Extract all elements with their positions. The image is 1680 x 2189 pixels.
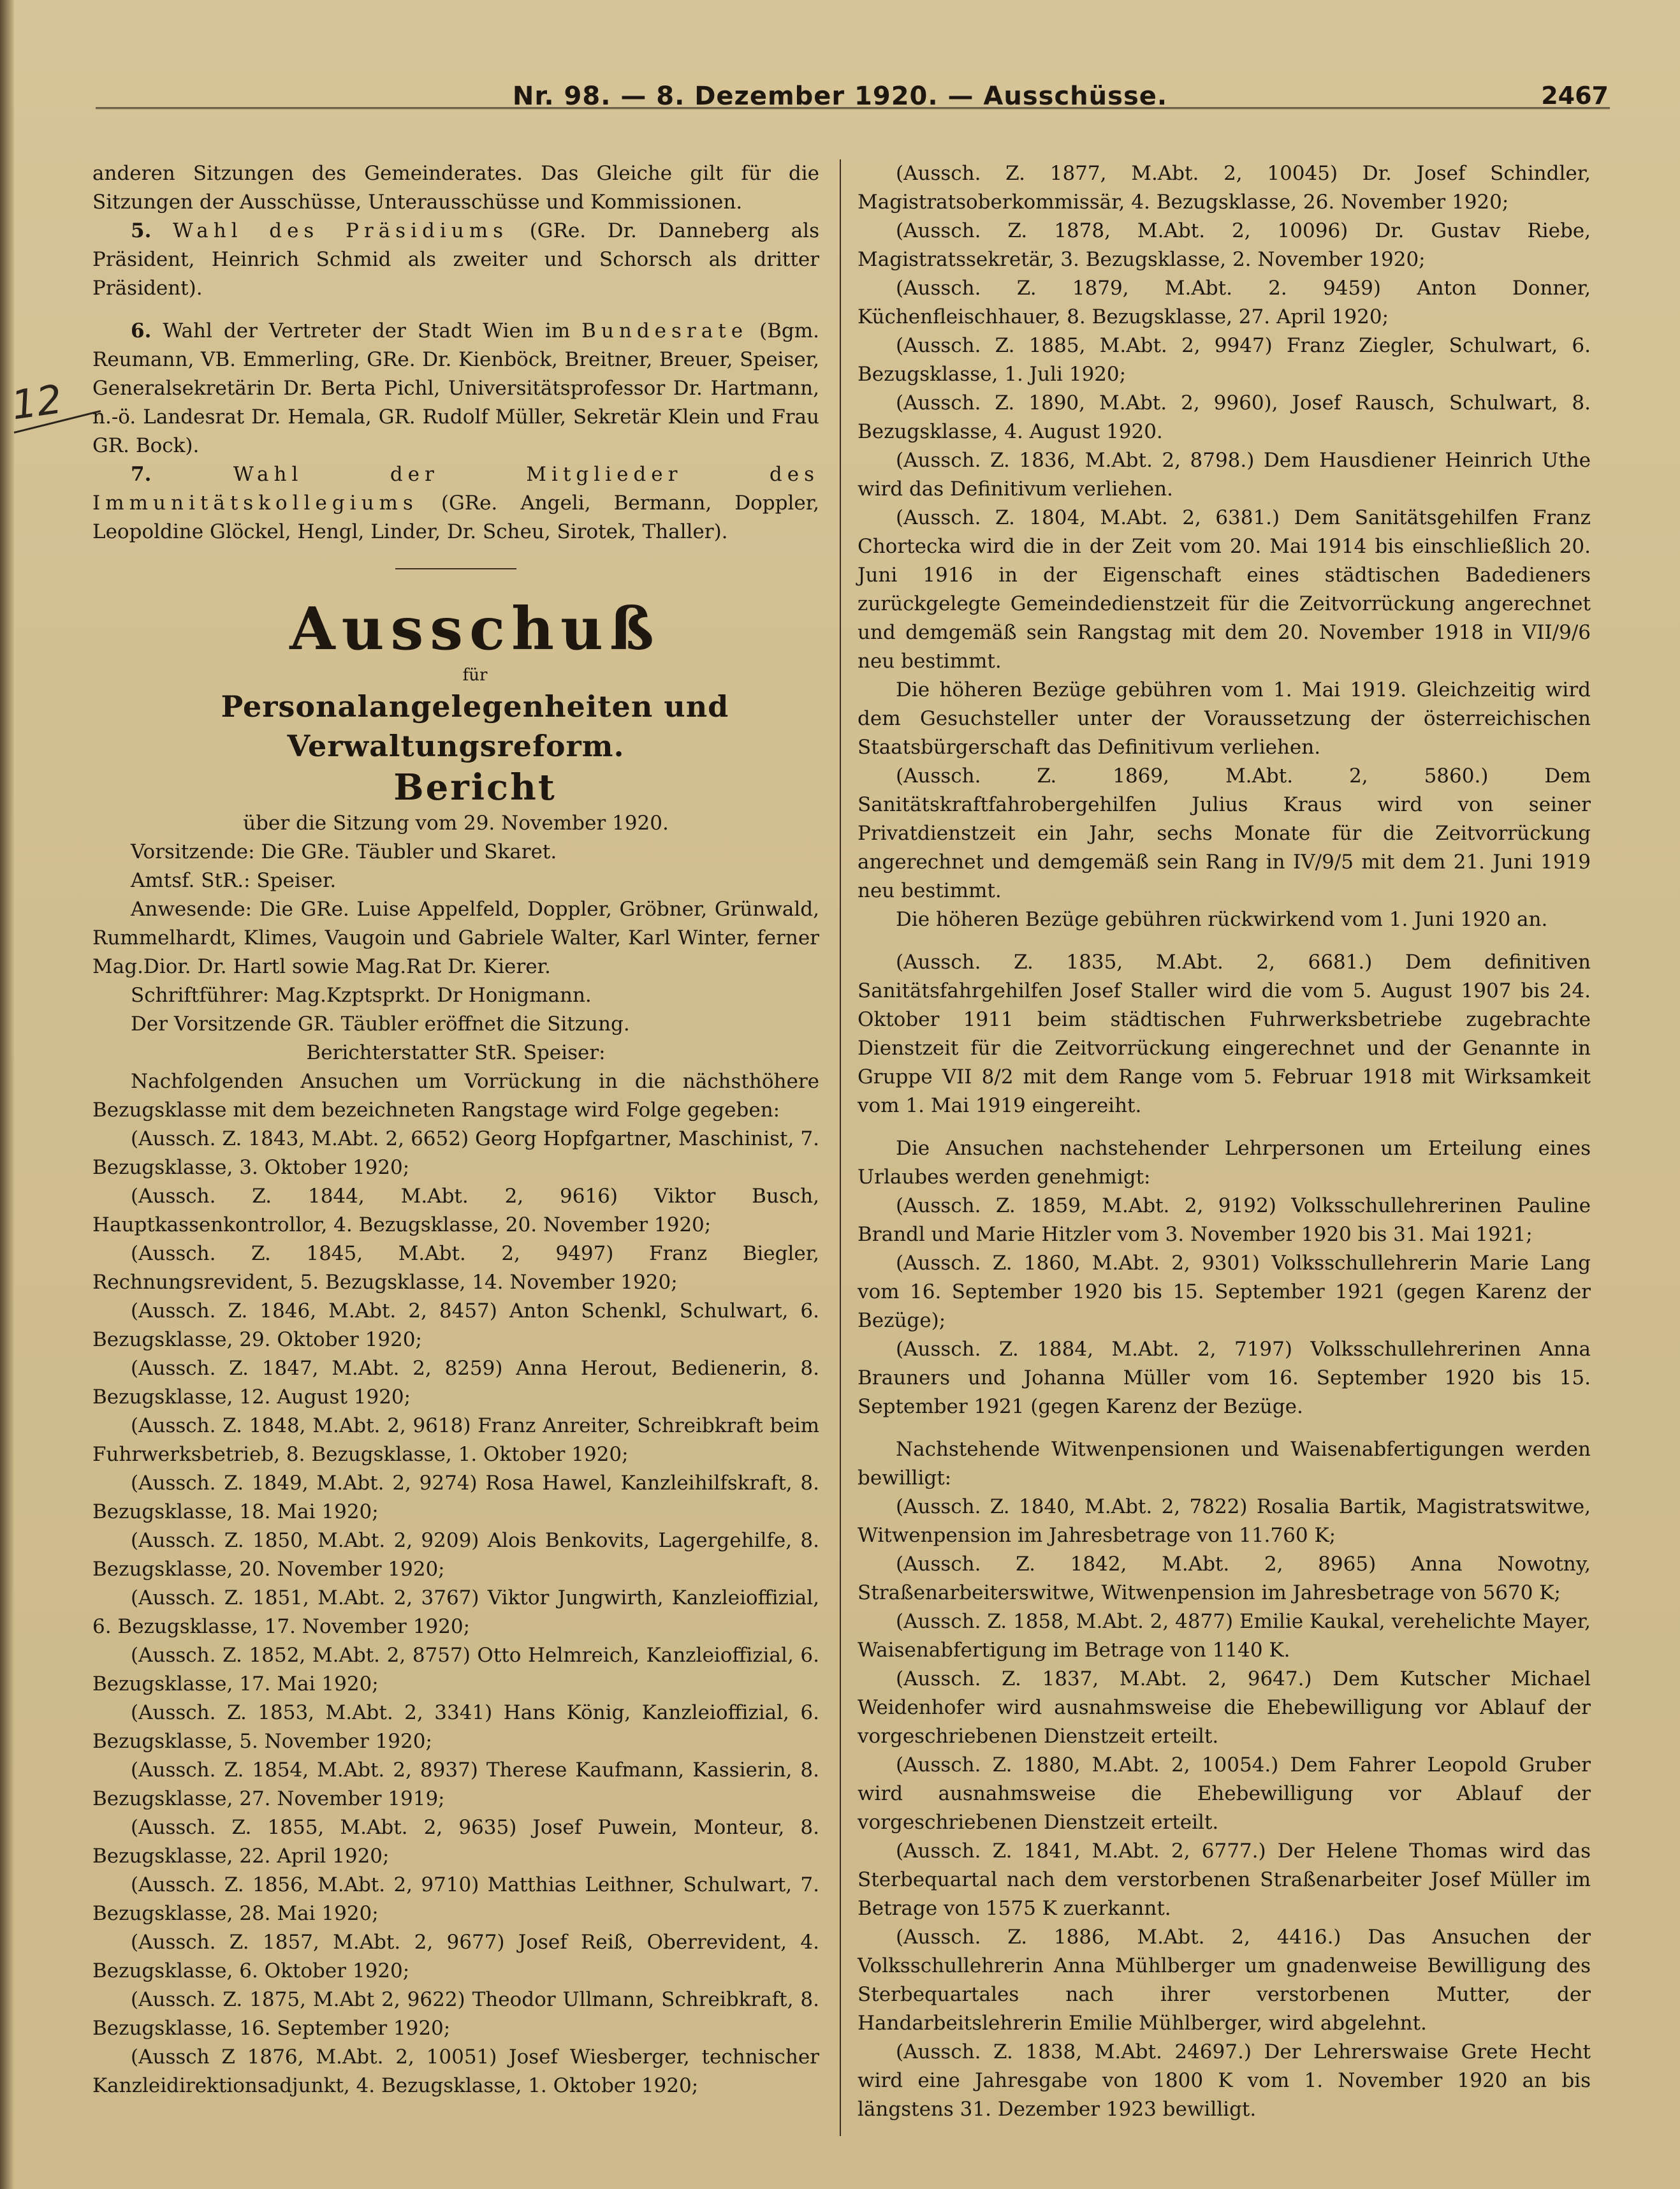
agenda-item-number: 7. bbox=[131, 463, 152, 486]
page-header bbox=[0, 82, 1680, 120]
agenda-item-number: 6. bbox=[131, 319, 152, 342]
attendees: Anwesende: Die GRe. Luise Appelfeld, Doppler, Gröbner, Grünwald, Rummelhardt, Klimes, Vaugoin und Gabriele Walter, Karl Winter, ferner Mag.Dior. Dr. Hartl sowie Mag.Rat Dr. Kierer. bbox=[92, 898, 819, 978]
list-item: Die Ansuchen nachstehender Lehrpersonen um Erteilung eines Urlaubes werden genehmigt: bbox=[858, 1137, 1591, 1189]
list-item: (Aussch Z 1876, M.Abt. 2, 10051) Josef Wiesberger, technischer Kanzleidirektionsadjunkt, 4. Bezugsklasse, 1. Oktober 1920; bbox=[92, 2046, 819, 2097]
promotion-intro: Nachfolgenden Ansuchen um Vorrückung in die nächsthöhere Bezugsklasse mit dem bezeichneten Rangstage wird Folge gegeben: bbox=[92, 1070, 819, 1122]
list-item: (Aussch. Z. 1842, M.Abt. 2, 8965) Anna Nowotny, Straßenarbeiterswitwe, Witwenpension im Jahresbetrage von 5670 K; bbox=[858, 1553, 1591, 1604]
list-item: (Aussch. Z. 1848, M.Abt. 2, 9618) Franz Anreiter, Schreibkraft beim Fuhrwerksbetrieb, 8. Bezugsklasse, 1. Oktober 1920; bbox=[92, 1414, 819, 1466]
list-item: (Aussch. Z. 1859, M.Abt. 2, 9192) Volksschullehrerinen Pauline Brandl und Marie Hitzler vom 3. November 1920 bis 31. Mai 1921; bbox=[858, 1194, 1591, 1246]
list-item: (Aussch. Z. 1845, M.Abt. 2, 9497) Franz Biegler, Rechnungsrevident, 5. Bezugsklasse, 14. November 1920; bbox=[92, 1242, 819, 1294]
agenda-item-number: 5. bbox=[131, 219, 152, 242]
list-item: (Aussch. Z. 1885, M.Abt. 2, 9947) Franz Ziegler, Schulwart, 6. Bezugsklasse, 1. Juli 1920; bbox=[858, 334, 1591, 386]
agenda-item-text: (GRe. Angeli, Bermann, Doppler, Leopoldine Glöckel, Hengl, Linder, Dr. Scheu, Sirotek, Thaller). bbox=[92, 492, 819, 543]
section-title: Ausschuß bbox=[289, 594, 661, 663]
rapporteur: Berichterstatter StR. Speiser: bbox=[306, 1041, 606, 1064]
agenda-item-5 bbox=[92, 217, 819, 303]
list-item: (Aussch. Z. 1835, M.Abt. 2, 6681.) Dem definitiven Sanitätsfahrgehilfen Josef Staller wird die vom 5. August 1907 bis 24. Oktober 1911 beim städtischen Fuhrwerksbetriebe zugebrachte Dienstzeit für die Zeitvorrückung eingerechnet und der Genannte in Gruppe VII 8/2 mit dem Range vom 5. Februar 1918 mit Wirksamkeit vom 1. Mai 1919 eingereiht. bbox=[858, 951, 1591, 1117]
list-item: (Aussch. Z. 1837, M.Abt. 2, 9647.) Dem Kutscher Michael Weidenhofer wird ausnahmsweise die Ehebewilligung vor Ablauf der vorgeschriebenen Dienstzeit erteilt. bbox=[858, 1667, 1591, 1748]
secretary: Schriftführer: Mag.Kzptsprkt. Dr Honigmann. bbox=[131, 984, 592, 1007]
session-date: über die Sitzung vom 29. November 1920. bbox=[243, 812, 669, 835]
agenda-item-6 bbox=[92, 317, 819, 460]
agenda-item-heading: Wahl der Mitglieder des Immunitätskollegiums bbox=[92, 463, 820, 515]
handwritten-margin-note: 12 bbox=[8, 376, 65, 429]
opening-statement: Der Vorsitzende GR. Täubler eröffnet die Sitzung. bbox=[131, 1013, 630, 1036]
list-item: (Aussch. Z. 1858, M.Abt. 2, 4877) Emilie Kaukal, verehelichte Mayer, Waisenabfertigung im Betrage von 1140 K. bbox=[858, 1610, 1591, 1662]
agenda-item-heading: Wahl des Präsidiums bbox=[173, 219, 509, 242]
header-rule bbox=[96, 107, 1610, 109]
page-edge-shadow bbox=[0, 0, 14, 2189]
column-divider bbox=[840, 159, 841, 2136]
list-item: (Aussch. Z. 1855, M.Abt. 2, 9635) Josef Puwein, Monteur, 8. Bezugsklasse, 22. April 1920; bbox=[92, 1816, 819, 1868]
agenda-item-7 bbox=[92, 460, 819, 546]
list-item: (Aussch. Z. 1878, M.Abt. 2, 10096) Dr. Gustav Riebe, Magistratssekretär, 3. Bezugsklasse, 2. November 1920; bbox=[858, 219, 1591, 271]
left-column bbox=[92, 159, 819, 2100]
list-item: Die höheren Bezüge gebühren vom 1. Mai 1919. Gleichzeitig wird dem Gesuchsteller unter der Voraussetzung der österreichischen Staatsbürgerschaft das Definitivum verliehen. bbox=[858, 678, 1591, 759]
agenda-item-heading: Wahl der Vertreter der Stadt Wien im bbox=[163, 319, 582, 342]
list-item: (Aussch. Z. 1875, M.Abt 2, 9622) Theodor Ullmann, Schreibkraft, 8. Bezugsklasse, 16. September 1920; bbox=[92, 1988, 819, 2040]
list-item: (Aussch. Z. 1856, M.Abt. 2, 9710) Matthias Leithner, Schulwart, 7. Bezugsklasse, 28. Mai 1920; bbox=[92, 1873, 819, 1925]
page-number: 2467 bbox=[1541, 82, 1609, 110]
list-item: (Aussch. Z. 1843, M.Abt. 2, 6652) Georg Hopfgartner, Maschinist, 7. Bezugsklasse, 3. Oktober 1920; bbox=[92, 1127, 819, 1179]
list-item: (Aussch. Z. 1847, M.Abt. 2, 8259) Anna Herout, Bedienerin, 8. Bezugsklasse, 12. August 1920; bbox=[92, 1357, 819, 1409]
agenda-item-heading-spaced: Bundesrate bbox=[581, 319, 749, 342]
list-item: (Aussch. Z. 1836, M.Abt. 2, 8798.) Dem Hausdiener Heinrich Uthe wird das Definitivum verliehen. bbox=[858, 449, 1591, 501]
right-column bbox=[858, 159, 1591, 2124]
section-divider bbox=[395, 568, 516, 569]
list-item: (Aussch. Z. 1852, M.Abt. 2, 8757) Otto Helmreich, Kanzleioffizial, 6. Bezugsklasse, 17. Mai 1920; bbox=[92, 1644, 819, 1695]
agenda-item-text: (GRe. Dr. Danneberg als Präsident, Heinrich Schmid als zweiter und Schorsch als dritter Präsident). bbox=[92, 219, 819, 300]
header-title: Nr. 98. — 8. Dezember 1920. — Ausschüsse. bbox=[512, 82, 1168, 111]
section-subtitle: Personalangelegenheiten und Verwaltungsreform. bbox=[221, 689, 729, 763]
list-item: Nachstehende Witwenpensionen und Waisenabfertigungen werden bewilligt: bbox=[858, 1438, 1591, 1490]
list-item: (Aussch. Z. 1890, M.Abt. 2, 9960), Josef Rausch, Schulwart, 8. Bezugsklasse, 4. August 1920. bbox=[858, 392, 1591, 443]
list-item: (Aussch. Z. 1853, M.Abt. 2, 3341) Hans König, Kanzleioffizial, 6. Bezugsklasse, 5. November 1920; bbox=[92, 1701, 819, 1753]
list-item: (Aussch. Z. 1838, M.Abt. 24697.) Der Lehrerswaise Grete Hecht wird eine Jahresgabe von 1800 K vom 1. November 1920 an bis längstens 31. Dezember 1923 bewilligt. bbox=[858, 2040, 1591, 2121]
list-item: (Aussch. Z. 1860, M.Abt. 2, 9301) Volksschullehrerin Marie Lang vom 16. September 1920 bis 15. September 1921 (gegen Karenz der Bezüge); bbox=[858, 1252, 1591, 1332]
list-item: (Aussch. Z. 1880, M.Abt. 2, 10054.) Dem Fahrer Leopold Gruber wird ausnahmsweise die Ehebewilligung vor Ablauf der vorgeschriebenen Dienstzeit erteilt. bbox=[858, 1753, 1591, 1834]
acting-councillor: Amtsf. StR.: Speiser. bbox=[131, 869, 337, 892]
list-item: (Aussch. Z. 1849, M.Abt. 2, 9274) Rosa Hawel, Kanzleihilfskraft, 8. Bezugsklasse, 18. Mai 1920; bbox=[92, 1472, 819, 1523]
list-item: Die höheren Bezüge gebühren rückwirkend vom 1. Juni 1920 an. bbox=[896, 908, 1548, 931]
list-item: (Aussch. Z. 1879, M.Abt. 2. 9459) Anton Donner, Küchenfleischhauer, 8. Bezugsklasse, 27. April 1920; bbox=[858, 277, 1591, 328]
list-item: (Aussch. Z. 1850, M.Abt. 2, 9209) Alois Benkovits, Lagergehilfe, 8. Bezugsklasse, 20. November 1920; bbox=[92, 1529, 819, 1581]
list-item: (Aussch. Z. 1884, M.Abt. 2, 7197) Volksschullehrerinen Anna Brauners und Johanna Müller vom 16. September 1920 bis 15. September 1921 (gegen Karenz der Bezüge. bbox=[858, 1338, 1591, 1418]
agenda-item-text: (Bgm. Reumann, VB. Emmerling, GRe. Dr. Kienböck, Breitner, Breuer, Speiser, Generalsekretärin Dr. Berta Pichl, Universitätsprofessor Dr. Hartmann, n.-ö. Landesrat Dr. Hemala, GR. Rudolf Müller, Sekretär Klein und Frau GR. Bock). bbox=[92, 319, 820, 457]
list-item: (Aussch. Z. 1851, M.Abt. 2, 3767) Viktor Jungwirth, Kanzleioffizial, 6. Bezugsklasse, 17. November 1920; bbox=[92, 1586, 819, 1638]
section-for: für bbox=[462, 666, 488, 685]
list-item: (Aussch. Z. 1841, M.Abt. 2, 6777.) Der Helene Thomas wird das Sterbequartal nach dem verstorbenen Straßenarbeiter Josef Müller im Betrage von 1575 K zuerkannt. bbox=[858, 1840, 1591, 1920]
list-item: (Aussch. Z. 1846, M.Abt. 2, 8457) Anton Schenkl, Schulwart, 6. Bezugsklasse, 29. Oktober 1920; bbox=[92, 1299, 819, 1351]
list-item: (Aussch. Z. 1857, M.Abt. 2, 9677) Josef Reiß, Oberrevident, 4. Bezugsklasse, 6. Oktober 1920; bbox=[92, 1931, 819, 1982]
report-heading: Bericht bbox=[393, 766, 557, 809]
list-item: (Aussch. Z. 1844, M.Abt. 2, 9616) Viktor Busch, Hauptkassenkontrollor, 4. Bezugsklasse, 20. November 1920; bbox=[92, 1185, 819, 1236]
intro-paragraph: anderen Sitzungen des Gemeinderates. Das Gleiche gilt für die Sitzungen der Ausschüsse, Unterausschüsse und Kommissionen. bbox=[92, 162, 819, 214]
list-item: (Aussch. Z. 1869, M.Abt. 2, 5860.) Dem Sanitätskraftfahrobergehilfen Julius Kraus wird von seiner Privatdienstzeit ein Jahr, sechs Monate für die Zeitvorrückung angerechnet und demgemäß sein Rang in IV/9/5 mit dem 21. Juni 1919 neu bestimmt. bbox=[858, 765, 1591, 902]
list-item: (Aussch. Z. 1804, M.Abt. 2, 6381.) Dem Sanitätsgehilfen Franz Chortecka wird die in der Zeit vom 20. Mai 1914 bis einschließlich 20. Juni 1916 in der Eigenschaft eines städtischen Badedieners zurückgelegte Gemeindedienstzeit für die Zeitvorrückung angerechnet und demgemäß sein Rangstag mit dem 20. November 1918 in VII/9/6 neu bestimmt. bbox=[858, 506, 1591, 673]
list-item: (Aussch. Z. 1886, M.Abt. 2, 4416.) Das Ansuchen der Volksschullehrerin Anna Mühlberger um gnadenweise Bewilligung des Sterbequartales nach ihrer verstorbenen Mutter, der Handarbeitslehrerin Emilie Mühlberger, wird abgelehnt. bbox=[858, 1926, 1591, 2035]
list-item: (Aussch. Z. 1840, M.Abt. 2, 7822) Rosalia Bartik, Magistratswitwe, Witwenpension im Jahresbetrage von 11.760 K; bbox=[858, 1495, 1591, 1547]
chairpersons: Vorsitzende: Die GRe. Täubler und Skaret. bbox=[131, 840, 557, 863]
list-item: (Aussch. Z. 1877, M.Abt. 2, 10045) Dr. Josef Schindler, Magistratsoberkommissär, 4. Bezugsklasse, 26. November 1920; bbox=[858, 162, 1591, 214]
list-item: (Aussch. Z. 1854, M.Abt. 2, 8937) Therese Kaufmann, Kassierin, 8. Bezugsklasse, 27. November 1919; bbox=[92, 1759, 819, 1810]
